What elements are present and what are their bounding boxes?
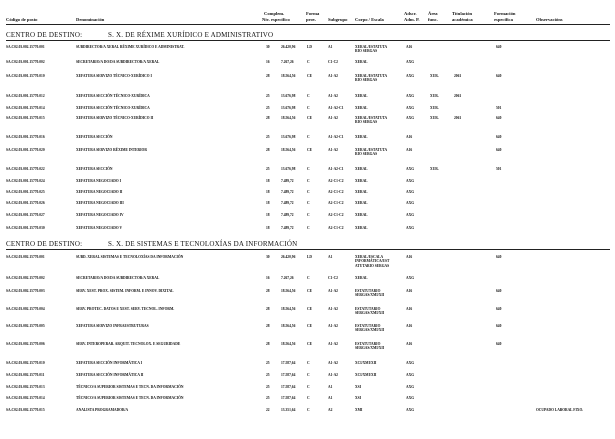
specific-training: 640 xyxy=(496,255,502,259)
provision-form: C xyxy=(307,167,310,171)
subgroup: A1-A2 xyxy=(328,289,338,293)
complement-amount: 13.676,98 xyxy=(281,106,296,110)
corps-scale: XERAL xyxy=(355,276,368,280)
subgroup: A2-C1-C2 xyxy=(328,190,344,194)
denomination: XEFATURA SERVIZO TÉCNICO-XURÍDICO II xyxy=(76,116,154,120)
denomination: SERV. XEST. PROX. SISTEM. INFORM. E INNOV. DIXITAL xyxy=(76,289,174,293)
provision-form: CE xyxy=(307,148,312,152)
provision-form: C xyxy=(307,213,310,217)
subgroup: C1-C2 xyxy=(328,60,338,64)
complement-amount: 18.564,56 xyxy=(281,324,296,328)
subgroup: A1-A2 xyxy=(328,324,338,328)
specific-training: 640 xyxy=(496,116,502,120)
administration-assignment: A16 xyxy=(406,255,413,259)
corps-scale: XERAL xyxy=(355,213,368,217)
specific-level: 18 xyxy=(266,179,270,183)
provision-form: LD xyxy=(307,45,312,49)
complement-amount: 7.489,72 xyxy=(281,201,294,205)
complement-amount: 7.489,72 xyxy=(281,190,294,194)
subgroup: A1-A2 xyxy=(328,361,338,365)
administration-assignment: AXG xyxy=(406,179,414,183)
administration-assignment: AXG xyxy=(406,116,414,120)
corps-scale: ESTATUTARIO SERGAS/XMI/XII xyxy=(355,342,385,351)
position-code: SA.C02.03.001.15770.016 xyxy=(6,135,45,139)
specific-training: 640 xyxy=(496,74,502,78)
corps-scale: XERAL xyxy=(355,179,368,183)
complement-amount: 7.489,72 xyxy=(281,213,294,217)
complement-amount: 18.564,56 xyxy=(281,148,296,152)
specific-training: 501 xyxy=(496,167,502,171)
subgroup: A1-A2 xyxy=(328,148,338,152)
complement-amount: 18.564,56 xyxy=(281,289,296,293)
subgroup: A1-A2-C1 xyxy=(328,167,344,171)
specific-level: 16 xyxy=(266,60,270,64)
header-adscr: Adscr. xyxy=(404,11,417,16)
corps-scale: XERAL xyxy=(355,167,368,171)
corps-scale: ESTATUTARIO SERGAS/XMI/XII xyxy=(355,324,385,333)
complement-amount: 13.676,98 xyxy=(281,135,296,139)
administration-assignment: A16 xyxy=(406,45,413,49)
header-func: func. xyxy=(428,17,438,22)
position-code: SA.C02.03.001.15770.012 xyxy=(6,94,45,98)
denomination: XEFATURA NEGOCIADO II xyxy=(76,190,123,194)
subgroup: A1-A2 xyxy=(328,74,338,78)
administration-assignment: A16 xyxy=(406,324,413,328)
denomination: XEFATURA NEGOCIADO I xyxy=(76,179,121,183)
position-code: SA.C02.03.002.15770.011 xyxy=(6,373,45,377)
specific-level: 25 xyxy=(266,167,270,171)
section-heading xyxy=(6,31,273,39)
specific-level: 28 xyxy=(266,116,270,120)
specific-level: 22 xyxy=(266,408,270,412)
subgroup: A2-C1-C2 xyxy=(328,201,344,205)
section-name: S. X. DE SISTEMAS E TECNOLOXÍAS DA INFORMACIÓN xyxy=(108,240,298,248)
corps-scale: XERAL/ESCALA INFORMÁTICA/EST ATUTARIO SERGAS xyxy=(355,255,390,268)
denomination: XEFATURA SECCIÓN TÉCNICO-XURÍDICA xyxy=(76,94,150,98)
position-code: SA.C02.03.001.15770.026 xyxy=(6,201,45,205)
header-subgrupo: Subgrupo xyxy=(328,17,348,22)
specific-level: 25 xyxy=(266,373,270,377)
header-academica: académica xyxy=(452,17,473,22)
subgroup: A2-C1-C2 xyxy=(328,226,344,230)
academic-degree: 2061 xyxy=(454,74,462,78)
administration-assignment: A16 xyxy=(406,148,413,152)
denomination: XEFATURA SECCIÓN INFORMÁTICA I xyxy=(76,361,143,365)
header-formacion: Formación xyxy=(494,11,516,16)
specific-level: 30 xyxy=(266,45,270,49)
provision-form: C xyxy=(307,361,310,365)
complement-amount: 13.676,98 xyxy=(281,167,296,171)
provision-form: C xyxy=(307,276,310,280)
administration-assignment: AXG xyxy=(406,94,414,98)
provision-form: CE xyxy=(307,307,312,311)
position-code: SA.C02.03.001.15770.002 xyxy=(6,60,45,64)
denomination: ANALISTA PROGRAMADOR/A xyxy=(76,408,129,412)
specific-level: 25 xyxy=(266,361,270,365)
administration-assignment: AXG xyxy=(406,74,414,78)
header-corpo: Corpo / Escala xyxy=(355,17,384,22)
header-titulacion: Titulación xyxy=(452,11,473,16)
position-code: SA.C02.03.001.15770.030 xyxy=(6,226,45,230)
position-code: SA.C02.03.002.15770.013 xyxy=(6,385,45,389)
position-code: SA.C02.03.002.15770.014 xyxy=(6,396,45,400)
corps-scale: XERAL xyxy=(355,60,368,64)
corps-scale: ESTATUTARIO SERGAS/XMI/XII xyxy=(355,307,385,316)
specific-training: 640 xyxy=(496,324,502,328)
position-code: SA.C02.03.001.15770.010 xyxy=(6,74,45,78)
provision-form: C xyxy=(307,408,310,412)
administration-assignment: AXG xyxy=(406,226,414,230)
functional-area: XUR. xyxy=(430,106,439,110)
specific-level: 25 xyxy=(266,94,270,98)
specific-training: 501 xyxy=(496,106,502,110)
position-code: SA.C02.03.001.15770.025 xyxy=(6,190,45,194)
functional-area: XUR. xyxy=(430,167,439,171)
subgroup: A1-A2 xyxy=(328,307,338,311)
administration-assignment: A16 xyxy=(406,342,413,346)
header-forma: Forma xyxy=(306,11,320,16)
section-rule xyxy=(6,40,610,41)
denomination: TÉCNICO/A SUPERIOR SISTEMAS E TECN. DA INFORMACIÓN xyxy=(76,396,184,400)
provision-form: CE xyxy=(307,289,312,293)
position-code: SA.C02.03.001.15770.022 xyxy=(6,167,45,171)
corps-scale: XERAL xyxy=(355,226,368,230)
denomination: SECRETARIO/A DO/DA SUBDIRECTOR/A XERAL xyxy=(76,60,160,64)
provision-form: C xyxy=(307,385,310,389)
subgroup: A1-A2 xyxy=(328,116,338,120)
specific-level: 25 xyxy=(266,385,270,389)
denomination: SECRETARIO/A DO/DA SUBDIRECTOR/A XERAL xyxy=(76,276,160,280)
administration-assignment: AXG xyxy=(406,276,414,280)
specific-level: 28 xyxy=(266,342,270,346)
administration-assignment: AXG xyxy=(406,167,414,171)
header-denominacion: Denominación xyxy=(76,17,105,22)
position-code: SA.C02.03.001.15770.024 xyxy=(6,179,45,183)
specific-level: 30 xyxy=(266,255,270,259)
position-code: SA.C02.03.002.15770.015 xyxy=(6,408,45,412)
complement-amount: 17.587,64 xyxy=(281,396,296,400)
specific-level: 28 xyxy=(266,148,270,152)
complement-amount: 18.564,56 xyxy=(281,74,296,78)
provision-form: C xyxy=(307,94,310,98)
position-code: SA.C02.03.002.15770.003 xyxy=(6,289,45,293)
complement-amount: 13.351,64 xyxy=(281,408,296,412)
administration-assignment: AXG xyxy=(406,190,414,194)
position-code: SA.C02.03.002.15770.001 xyxy=(6,255,45,259)
administration-assignment: AXG xyxy=(406,361,414,365)
subgroup: A1 xyxy=(328,396,333,400)
denomination: XEFATURA NEGOCIADO IV xyxy=(76,213,124,217)
denomination: XEFATURA NEGOCIADO III xyxy=(76,201,124,205)
complement-amount: 7.489,72 xyxy=(281,179,294,183)
header-area: Área xyxy=(428,11,438,16)
specific-training: 640 xyxy=(496,135,502,139)
corps-scale: XCI/XMI/XII xyxy=(355,373,377,377)
denomination: SERV. INTEROPERAB. ARQUIT. TECNOLOX. E SEGURIDADE xyxy=(76,342,181,346)
complement-amount: 17.587,64 xyxy=(281,373,296,377)
specific-level: 28 xyxy=(266,289,270,293)
provision-form: LD xyxy=(307,255,312,259)
specific-level: 25 xyxy=(266,396,270,400)
specific-level: 16 xyxy=(266,276,270,280)
header-especifica: específica xyxy=(494,17,513,22)
denomination: SUBDIRECTOR/A XERAL RÉXIME XURÍDICO E ADMINISTRAT. xyxy=(76,45,185,49)
provision-form: CE xyxy=(307,116,312,120)
subgroup: A1-A2 xyxy=(328,342,338,346)
provision-form: CE xyxy=(307,324,312,328)
section-label: CENTRO DE DESTINO: xyxy=(6,240,83,248)
provision-form: C xyxy=(307,179,310,183)
corps-scale: ESTATUTARIO SERGAS/XMI/XII xyxy=(355,289,385,298)
position-code: SA.C02.03.002.15770.006 xyxy=(6,342,45,346)
position-code: SA.C02.03.002.15770.004 xyxy=(6,307,45,311)
administration-assignment: AXG xyxy=(406,396,414,400)
administration-assignment: A16 xyxy=(406,289,413,293)
administration-assignment: AXG xyxy=(406,60,414,64)
corps-scale: XSI xyxy=(355,385,361,389)
section-heading xyxy=(6,240,297,248)
header-rule xyxy=(6,24,610,25)
specific-level: 25 xyxy=(266,135,270,139)
denomination: XEFATURA SECCIÓN xyxy=(76,167,113,171)
denomination: XEFATURA SERVIZO INFRAESTRUTURAS xyxy=(76,324,149,328)
corps-scale: XERAL/ESTATUTA RIO SERGAS xyxy=(355,45,388,54)
corps-scale: XERAL/ESTATUTA RIO SERGAS xyxy=(355,74,388,83)
specific-level: 28 xyxy=(266,74,270,78)
position-code: SA.C02.03.002.15770.002 xyxy=(6,276,45,280)
complement-amount: 17.587,64 xyxy=(281,385,296,389)
corps-scale: XMI xyxy=(355,408,363,412)
complement-amount: 26.420,96 xyxy=(281,45,296,49)
subgroup: A1 xyxy=(328,255,333,259)
corps-scale: XERAL/ESTATUTA RIO SERGAS xyxy=(355,148,388,157)
subgroup: A1 xyxy=(328,385,333,389)
administration-assignment: A16 xyxy=(406,135,413,139)
administration-assignment: AXG xyxy=(406,201,414,205)
header-codigo: Código de posto xyxy=(6,17,38,22)
specific-level: 28 xyxy=(266,307,270,311)
subgroup: A1 xyxy=(328,45,333,49)
academic-degree: 2061 xyxy=(454,116,462,120)
provision-form: C xyxy=(307,396,310,400)
position-code: SA.C02.03.001.15770.027 xyxy=(6,213,45,217)
subgroup: A1-A2-C1 xyxy=(328,106,344,110)
denomination: XEFATURA SERVIZO RÉXIME INTERIOR xyxy=(76,148,147,152)
header-prov: prov. xyxy=(306,17,316,22)
complement-amount: 7.489,72 xyxy=(281,226,294,230)
corps-scale: XCI/XMI/XII xyxy=(355,361,377,365)
corps-scale: XERAL xyxy=(355,135,368,139)
position-code: SA.C02.03.002.15770.010 xyxy=(6,361,45,365)
complement-amount: 17.587,64 xyxy=(281,361,296,365)
corps-scale: XERAL xyxy=(355,190,368,194)
provision-form: CE xyxy=(307,342,312,346)
denomination: XEFATURA SECCIÓN INFORMÁTICA II xyxy=(76,373,144,377)
complement-amount: 18.564,56 xyxy=(281,342,296,346)
academic-degree: 2061 xyxy=(454,94,462,98)
complement-amount: 13.676,98 xyxy=(281,94,296,98)
header-observacions: Observacións xyxy=(536,17,563,22)
functional-area: XUR. xyxy=(430,94,439,98)
functional-area: XUR. xyxy=(430,116,439,120)
provision-form: C xyxy=(307,226,310,230)
administration-assignment: AXG xyxy=(406,408,414,412)
provision-form: C xyxy=(307,135,310,139)
subgroup: A1-A2 xyxy=(328,94,338,98)
administration-assignment: AXG xyxy=(406,373,414,377)
provision-form: C xyxy=(307,60,310,64)
specific-level: 18 xyxy=(266,190,270,194)
provision-form: C xyxy=(307,201,310,205)
specific-level: 18 xyxy=(266,213,270,217)
subgroup: C1-C2 xyxy=(328,276,338,280)
specific-training: 640 xyxy=(496,289,502,293)
position-code: SA.C02.03.002.15770.001 xyxy=(6,45,45,49)
observations: OCUPADO LABORAL FIXO. xyxy=(536,408,584,412)
subgroup: A2-C1-C2 xyxy=(328,213,344,217)
corps-scale: XSI xyxy=(355,396,361,400)
provision-form: C xyxy=(307,106,310,110)
denomination: TÉCNICO/A SUPERIOR SISTEMAS E TECN. DA INFORMACIÓN xyxy=(76,385,184,389)
specific-level: 18 xyxy=(266,226,270,230)
denomination: XEFATURA NEGOCIADO V xyxy=(76,226,123,230)
corps-scale: XERAL/ESTATUTA RIO SERGAS xyxy=(355,116,388,125)
denomination: XEFATURA SERVIZO TÉCNICO-XURÍDICO I xyxy=(76,74,152,78)
functional-area: XUR. xyxy=(430,74,439,78)
position-code: SA.C02.03.002.15770.005 xyxy=(6,324,45,328)
specific-level: 25 xyxy=(266,106,270,110)
denomination: XEFATURA SECCIÓN xyxy=(76,135,113,139)
corps-scale: XERAL xyxy=(355,106,368,110)
position-code: SA.C02.03.001.15770.015 xyxy=(6,116,45,120)
administration-assignment: A16 xyxy=(406,307,413,311)
specific-level: 28 xyxy=(266,324,270,328)
provision-form: C xyxy=(307,373,310,377)
provision-form: CE xyxy=(307,74,312,78)
position-code: SA.C02.03.001.15770.014 xyxy=(6,106,45,110)
complement-amount: 26.420,96 xyxy=(281,255,296,259)
subgroup: A2 xyxy=(328,408,333,412)
administration-assignment: AXG xyxy=(406,213,414,217)
header-adm: Adm. P. xyxy=(404,17,420,22)
position-code: SA.C02.03.001.15770.020 xyxy=(6,148,45,152)
complement-amount: 18.564,56 xyxy=(281,307,296,311)
subgroup: A1-A2 xyxy=(328,373,338,377)
administration-assignment: AXG xyxy=(406,106,414,110)
header-nivel: Niv. específico xyxy=(262,17,290,22)
specific-training: 640 xyxy=(496,307,502,311)
specific-training: 640 xyxy=(496,148,502,152)
section-rule xyxy=(6,249,610,250)
section-label: CENTRO DE DESTINO: xyxy=(6,31,83,39)
subgroup: A1-A2-C1 xyxy=(328,135,344,139)
header-complem: Complem. xyxy=(264,11,285,16)
complement-amount: 7.267,26 xyxy=(281,276,294,280)
specific-level: 18 xyxy=(266,201,270,205)
denomination: SUBD. XERAL SISTEMAS E TECNOLOXÍAS DA INFORMACIÓN xyxy=(76,255,184,259)
complement-amount: 18.564,56 xyxy=(281,116,296,120)
administration-assignment: AXG xyxy=(406,385,414,389)
denomination: XEFATURA SECCIÓN TÉCNICO-XURÍDICA xyxy=(76,106,150,110)
specific-training: 640 xyxy=(496,45,502,49)
section-name: S. X. DE RÉXIME XURÍDICO E ADMINISTRATIVO xyxy=(108,31,274,39)
specific-training: 640 xyxy=(496,342,502,346)
subgroup: A2-C1-C2 xyxy=(328,179,344,183)
provision-form: C xyxy=(307,190,310,194)
denomination: SERV. PROTEC. DATOS E XEST. SERV. TECNOL. INFORM. xyxy=(76,307,175,311)
corps-scale: XERAL xyxy=(355,201,368,205)
complement-amount: 7.267,26 xyxy=(281,60,294,64)
corps-scale: XERAL xyxy=(355,94,368,98)
